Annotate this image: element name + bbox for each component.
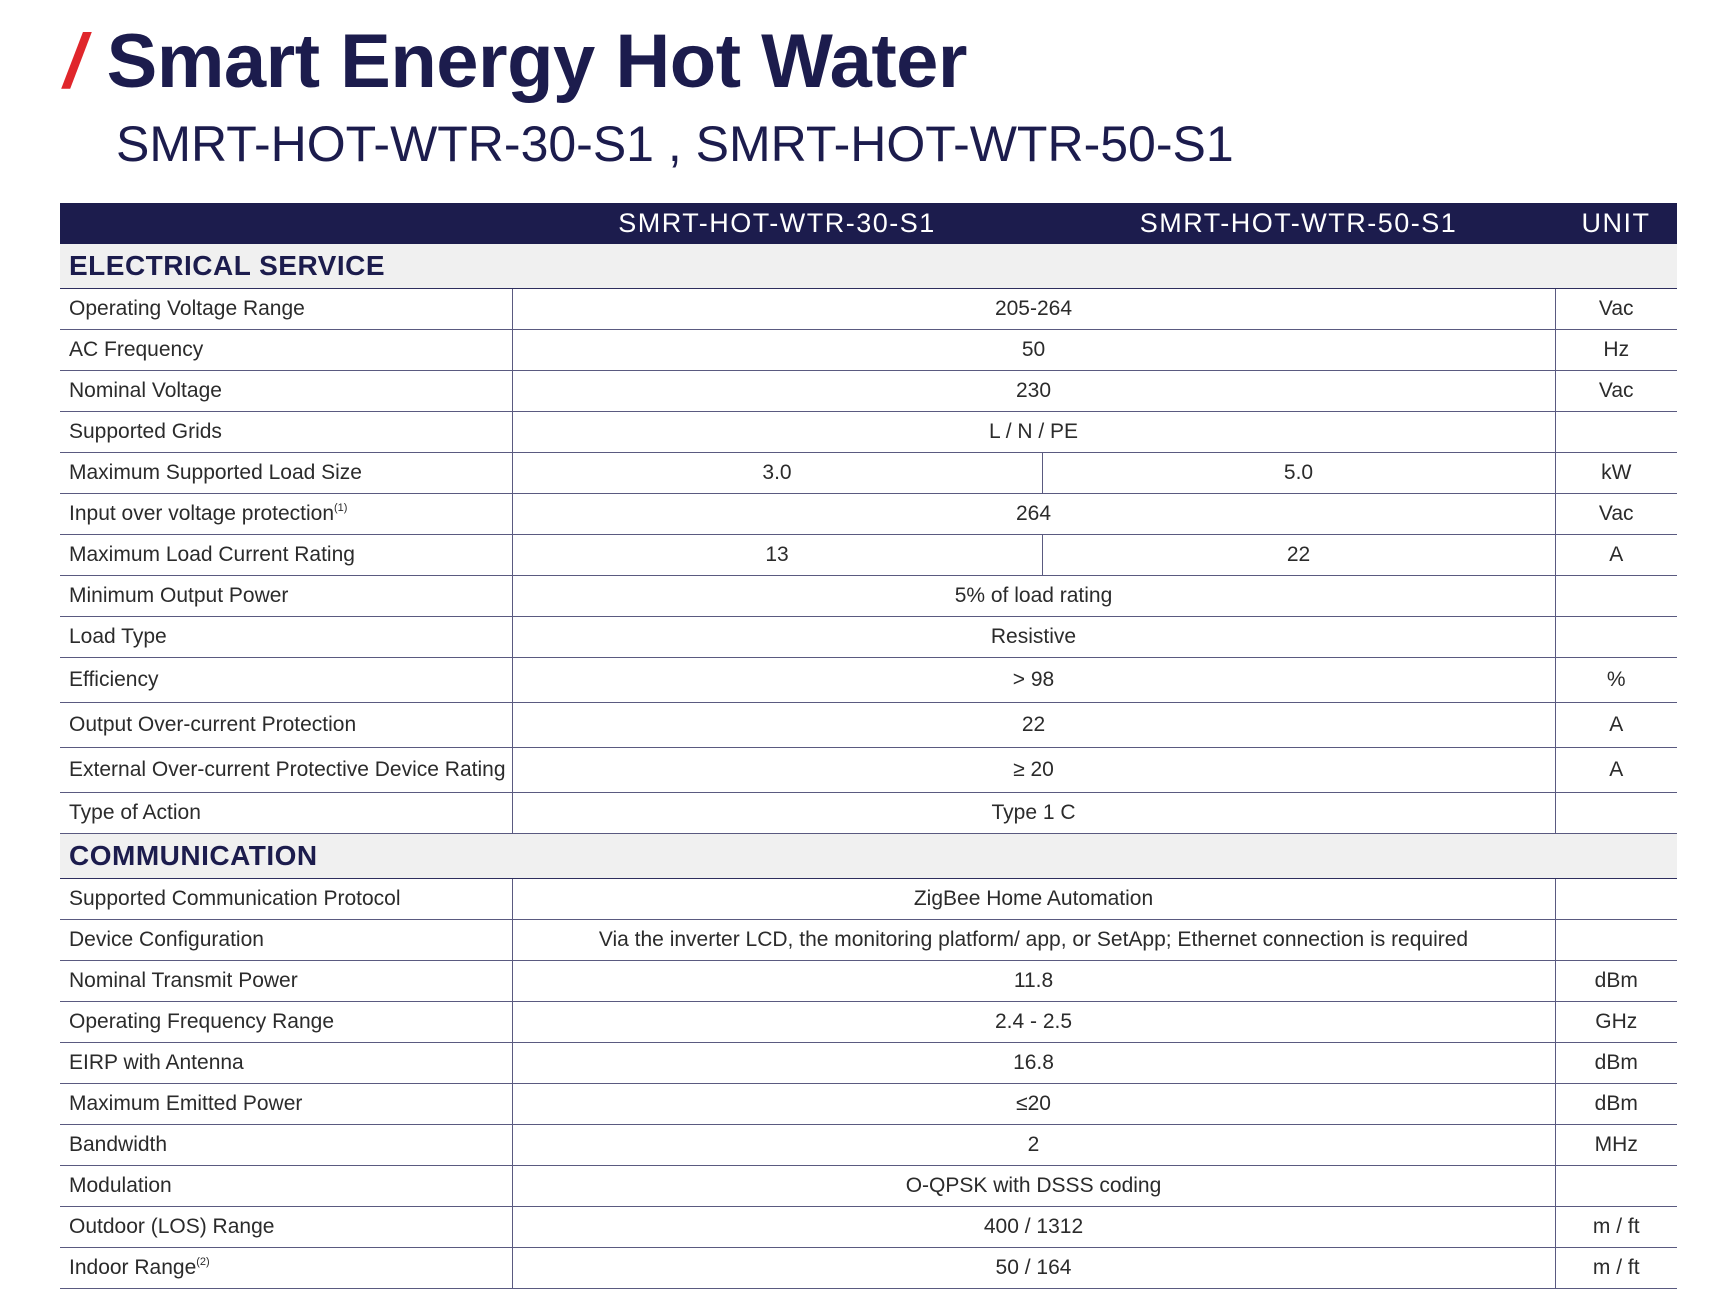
title-slash: / [64,19,85,104]
table-row [60,412,1677,453]
row-unit: Vac [1555,494,1677,535]
row-value: 205-264 [512,289,1555,330]
row-label-text: Device Configuration [69,928,264,951]
row-unit: kW [1555,453,1677,494]
row-label [60,920,512,961]
table-row [60,1166,1677,1207]
row-value: 230 [512,371,1555,412]
row-unit: A [1555,535,1677,576]
row-label-text: Maximum Load Current Rating [69,543,355,566]
table-row [60,1207,1677,1248]
row-label-text: Modulation [69,1174,172,1197]
row-label [60,1084,512,1125]
row-label [60,371,512,412]
row-label [60,961,512,1002]
row-unit: Hz [1555,330,1677,371]
row-label [60,658,512,703]
row-value-model-30: 13 [512,535,1042,576]
row-label [60,1002,512,1043]
row-label [60,793,512,834]
row-unit: A [1555,748,1677,793]
row-value-model-50: 5.0 [1042,453,1555,494]
row-label-text: Minimum Output Power [69,584,289,607]
table-row [60,1084,1677,1125]
row-label [60,1166,512,1207]
row-label [60,1207,512,1248]
table-row [60,289,1677,330]
row-label-text: Operating Voltage Range [69,297,305,320]
table-row [60,961,1677,1002]
row-unit [1555,920,1677,961]
row-label [60,703,512,748]
row-unit [1555,617,1677,658]
row-label [60,330,512,371]
row-label-text: Operating Frequency Range [69,1010,334,1033]
row-label [60,1248,512,1289]
row-value: ≥ 20 [512,748,1555,793]
row-value: Via the inverter LCD, the monitoring platform/ app, or SetApp; Ethernet connection is required [512,920,1555,961]
row-label [60,1125,512,1166]
row-unit [1555,412,1677,453]
row-unit: dBm [1555,961,1677,1002]
row-label-text: Nominal Voltage [69,379,222,402]
row-label-text: Supported Communication Protocol [69,887,401,910]
table-row [60,703,1677,748]
row-label [60,494,512,535]
row-value: 2.4 - 2.5 [512,1002,1555,1043]
row-value: L / N / PE [512,412,1555,453]
row-value: 264 [512,494,1555,535]
row-unit [1555,879,1677,920]
table-row [60,617,1677,658]
table-row [60,1125,1677,1166]
table-row [60,748,1677,793]
row-label [60,576,512,617]
row-unit [1555,793,1677,834]
row-label-text: External Over-current Protective Device Rating [69,758,506,781]
row-label [60,748,512,793]
section-title: ELECTRICAL SERVICE [60,244,1677,289]
table-row [60,371,1677,412]
row-unit: A [1555,703,1677,748]
row-label-text: Type of Action [69,801,201,824]
row-value: 2 [512,1125,1555,1166]
row-label [60,535,512,576]
row-label-text: Maximum Supported Load Size [69,461,362,484]
row-label-text: Bandwidth [69,1133,168,1156]
table-row [60,920,1677,961]
row-value: 400 / 1312 [512,1207,1555,1248]
row-value: 11.8 [512,961,1555,1002]
row-value: O-QPSK with DSSS coding [512,1166,1555,1207]
row-label-text: Maximum Emitted Power [69,1092,303,1115]
row-unit: dBm [1555,1043,1677,1084]
row-value: > 98 [512,658,1555,703]
row-unit: m / ft [1555,1207,1677,1248]
row-unit: MHz [1555,1125,1677,1166]
row-label [60,617,512,658]
row-label-text: Supported Grids [69,420,222,443]
section-communication [60,834,1677,879]
table-row [60,535,1677,576]
table-row [60,879,1677,920]
row-value: 50 / 164 [512,1248,1555,1289]
table-row [60,1002,1677,1043]
page-title [64,14,967,110]
row-label-text: Output Over-current Protection [69,713,357,736]
page-subtitle: SMRT-HOT-WTR-30-S1 , SMRT-HOT-WTR-50-S1 [116,116,1234,172]
row-value: Type 1 C [512,793,1555,834]
row-label [60,879,512,920]
row-unit: % [1555,658,1677,703]
row-label-text: Input over voltage protection [69,502,335,525]
row-value: 16.8 [512,1043,1555,1084]
header-model-50: SMRT-HOT-WTR-50-S1 [1042,203,1555,244]
row-unit: Vac [1555,289,1677,330]
row-unit [1555,1166,1677,1207]
row-label-text: Indoor Range [69,1256,197,1279]
table-row [60,576,1677,617]
row-value: 50 [512,330,1555,371]
table-row [60,1043,1677,1084]
row-label-text: AC Frequency [69,338,204,361]
row-value: 22 [512,703,1555,748]
row-value: ZigBee Home Automation [512,879,1555,920]
header-blank-cell [60,203,512,244]
row-unit: dBm [1555,1084,1677,1125]
footnote-marker: (1) [334,502,348,514]
row-value-model-50: 22 [1042,535,1555,576]
row-value-model-30: 3.0 [512,453,1042,494]
row-value: ≤20 [512,1084,1555,1125]
header-unit: UNIT [1555,203,1677,244]
section-electrical-service [60,244,1677,289]
table-row [60,1248,1677,1289]
header-model-30: SMRT-HOT-WTR-30-S1 [512,203,1042,244]
section-title: COMMUNICATION [60,834,1677,879]
row-label [60,289,512,330]
page-title-text: Smart Energy Hot Water [106,19,967,104]
footnote-marker: (2) [196,1256,210,1268]
row-label-text: EIRP with Antenna [69,1051,244,1074]
title-block [64,14,967,110]
row-unit: GHz [1555,1002,1677,1043]
table-row [60,330,1677,371]
row-label-text: Load Type [69,625,167,648]
row-unit [1555,576,1677,617]
row-unit: Vac [1555,371,1677,412]
spec-table [60,203,1677,1289]
row-label [60,1043,512,1084]
spec-table-header [60,203,1677,244]
row-label-text: Efficiency [69,668,159,691]
table-row [60,658,1677,703]
row-label-text: Nominal Transmit Power [69,969,298,992]
table-row [60,453,1677,494]
table-row [60,793,1677,834]
row-label [60,453,512,494]
row-label-text: Outdoor (LOS) Range [69,1215,275,1238]
row-unit: m / ft [1555,1248,1677,1289]
table-row [60,494,1677,535]
row-value: 5% of load rating [512,576,1555,617]
row-value: Resistive [512,617,1555,658]
row-label [60,412,512,453]
